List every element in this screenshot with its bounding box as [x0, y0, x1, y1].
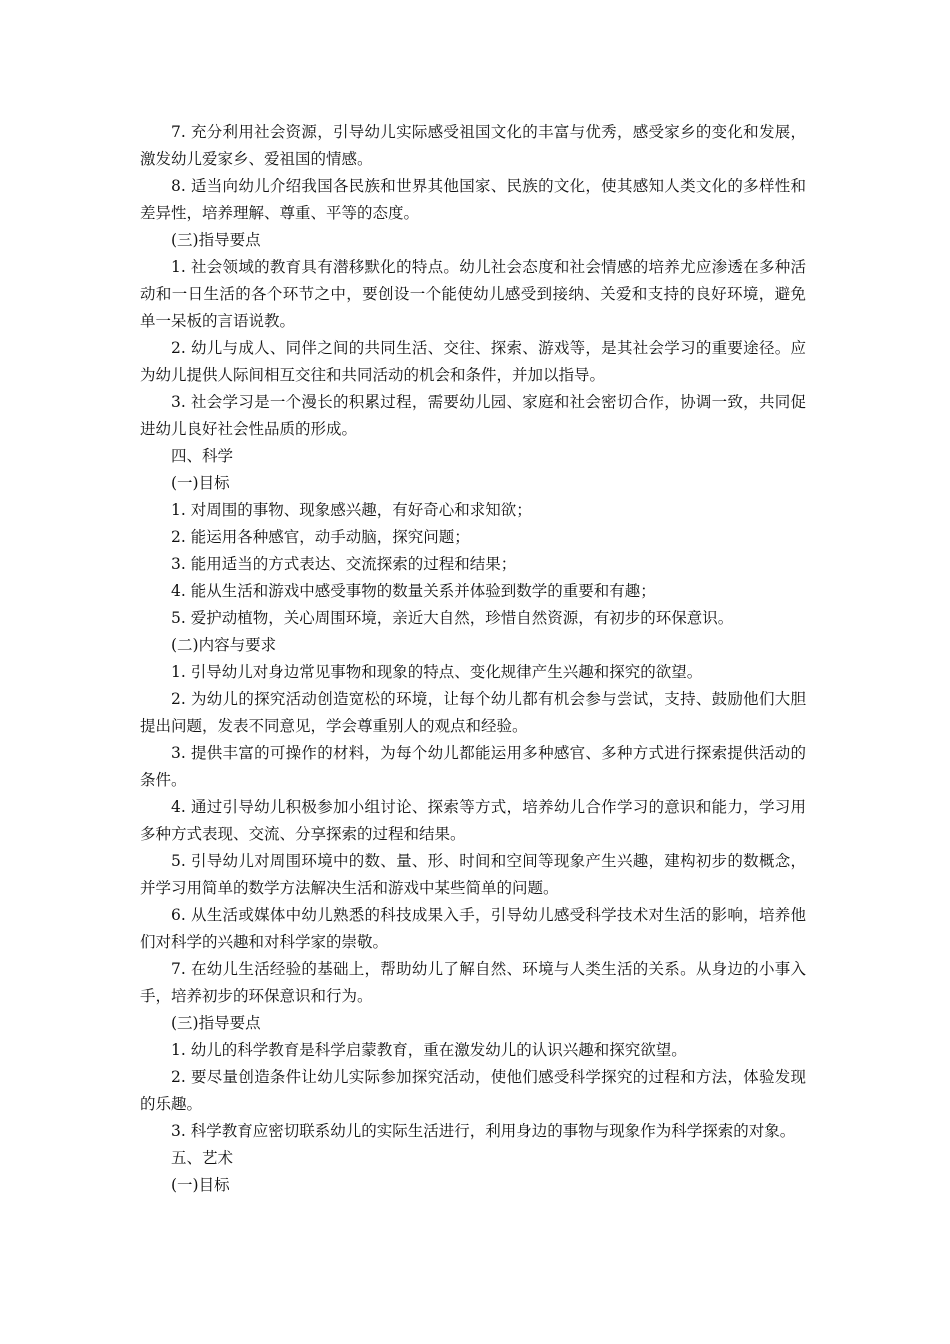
list-item-science-goal-2: 2. 能运用各种感官，动手动脑，探究问题； [171, 528, 470, 546]
section-heading-science: 四、科学 [171, 447, 234, 465]
paragraph-science-content-2: 2. 为幼儿的探究活动创造宽松的环境，让每个幼儿都有机会参与尝试，支持、鼓励他们大胆提出问题，发表不同意见，学会尊重别人的观点和经验。 [140, 690, 806, 735]
paragraph-science-guidance-3: 3. 科学教育应密切联系幼儿的实际生活进行，利用身边的事物与现象作为科学探索的对象。 [171, 1122, 796, 1140]
paragraph-social-guidance-2: 2. 幼儿与成人、同伴之间的共同生活、交往、探索、游戏等，是其社会学习的重要途径。应为幼儿提供人际间相互交往和共同活动的机会和条件，并加以指导。 [140, 339, 806, 384]
paragraph-social-content-8: 8. 适当向幼儿介绍我国各民族和世界其他国家、民族的文化，使其感知人类文化的多样性和差异性，培养理解、尊重、平等的态度。 [140, 177, 806, 222]
list-item-science-goal-4: 4. 能从生活和游戏中感受事物的数量关系并体验到数学的重要和有趣； [171, 582, 656, 600]
paragraph-science-content-6: 6. 从生活或媒体中幼儿熟悉的科技成果入手，引导幼儿感受科学技术对生活的影响，培养他们对科学的兴趣和对科学家的崇敬。 [140, 906, 806, 951]
paragraph-science-content-3: 3. 提供丰富的可操作的材料，为每个幼儿都能运用多种感官、多种方式进行探索提供活动的条件。 [140, 744, 806, 789]
paragraph-social-guidance-1: 1. 社会领域的教育具有潜移默化的特点。幼儿社会态度和社会情感的培养尤应渗透在多种活动和一日生活的各个环节之中，要创设一个能使幼儿感受到接纳、关爱和支持的良好环境，避免单一呆板的言语说教。 [140, 258, 806, 330]
heading-science-content: (二)内容与要求 [171, 636, 277, 654]
heading-science-goals: (一)目标 [171, 474, 230, 492]
section-heading-art: 五、艺术 [171, 1149, 234, 1167]
paragraph-social-guidance-3: 3. 社会学习是一个漫长的积累过程，需要幼儿园、家庭和社会密切合作，协调一致，共同促进幼儿良好社会性品质的形成。 [140, 393, 806, 438]
heading-social-guidance: (三)指导要点 [171, 231, 261, 249]
paragraph-science-guidance-2: 2. 要尽量创造条件让幼儿实际参加探究活动，使他们感受科学探究的过程和方法，体验发现的乐趣。 [140, 1068, 806, 1113]
list-item-science-goal-3: 3. 能用适当的方式表达、交流探索的过程和结果； [171, 555, 517, 573]
paragraph-science-content-1: 1. 引导幼儿对身边常见事物和现象的特点、变化规律产生兴趣和探究的欲望。 [171, 663, 703, 681]
paragraph-science-content-5: 5. 引导幼儿对周围环境中的数、量、形、时间和空间等现象产生兴趣，建构初步的数概念，并学习用简单的数学方法解决生活和游戏中某些简单的问题。 [140, 852, 806, 897]
heading-science-guidance: (三)指导要点 [171, 1014, 261, 1032]
paragraph-social-content-7: 7. 充分利用社会资源，引导幼儿实际感受祖国文化的丰富与优秀，感受家乡的变化和发展，激发幼儿爱家乡、爱祖国的情感。 [140, 123, 806, 168]
paragraph-science-guidance-1: 1. 幼儿的科学教育是科学启蒙教育，重在激发幼儿的认识兴趣和探究欲望。 [171, 1041, 687, 1059]
document-page [140, 119, 806, 1199]
paragraph-science-content-7: 7. 在幼儿生活经验的基础上，帮助幼儿了解自然、环境与人类生活的关系。从身边的小事入手，培养初步的环保意识和行为。 [140, 960, 806, 1005]
list-item-science-goal-1: 1. 对周围的事物、现象感兴趣，有好奇心和求知欲； [171, 501, 532, 519]
paragraph-science-content-4: 4. 通过引导幼儿积极参加小组讨论、探索等方式，培养幼儿合作学习的意识和能力，学习用多种方式表现、交流、分享探索的过程和结果。 [140, 798, 806, 843]
heading-art-goals: (一)目标 [171, 1176, 230, 1194]
list-item-science-goal-5: 5. 爱护动植物，关心周围环境，亲近大自然，珍惜自然资源，有初步的环保意识。 [171, 609, 734, 627]
